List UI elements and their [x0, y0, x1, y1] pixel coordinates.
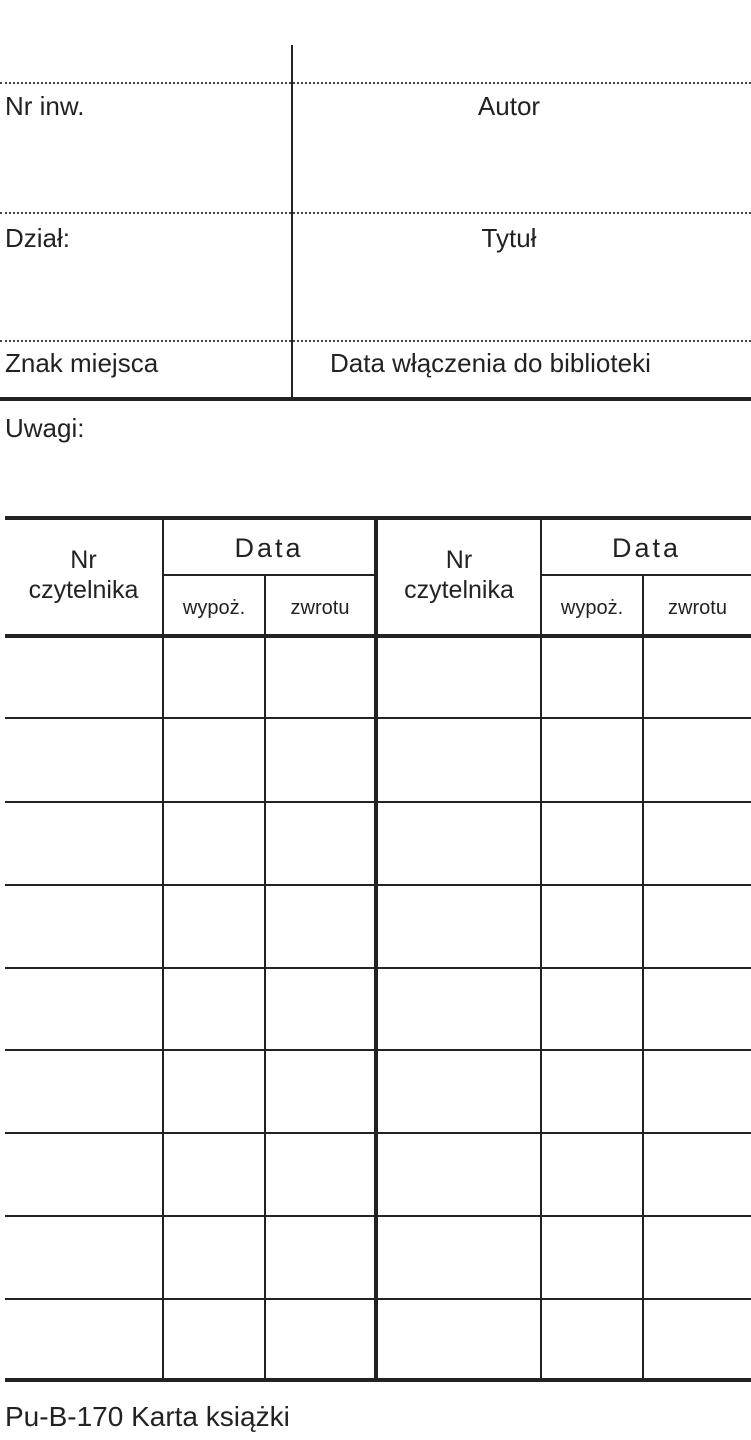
dzial-label: Dział:: [5, 223, 71, 253]
left-date-header: Data: [234, 533, 304, 563]
form-footer-label: Pu-B-170 Karta książki: [5, 1401, 290, 1432]
dotted-line-1: [0, 82, 751, 84]
znak-miejsca-label: Znak miejsca: [5, 348, 159, 378]
left-date-header-rule: [162, 574, 374, 576]
table-header-bottom-rule: [5, 634, 751, 638]
right-date-header-rule: [540, 574, 751, 576]
autor-label: Autor: [477, 91, 541, 121]
dotted-line-2: [0, 212, 751, 214]
row-separator: [5, 884, 751, 886]
data-wlaczenia-label: Data włączenia do biblioteki: [330, 348, 651, 378]
left-reader-header-line1: Nr: [70, 546, 97, 574]
row-separator: [5, 1049, 751, 1051]
row-separator: [5, 1298, 751, 1300]
nr-inw-label: Nr inw.: [5, 91, 85, 121]
right-date-sub-divider: [642, 575, 644, 1380]
table-center-divider: [374, 516, 378, 1382]
dotted-line-3: [0, 340, 751, 342]
row-separator: [5, 717, 751, 719]
uwagi-label: Uwagi:: [5, 413, 85, 443]
left-reader-header-line2: czytelnika: [28, 576, 139, 604]
left-reader-col-divider: [162, 518, 164, 1380]
right-reader-header-line2: czytelnika: [404, 576, 514, 604]
left-date-sub-borrow: wypoż.: [182, 597, 246, 619]
left-reader-header: [5, 545, 162, 605]
right-date-sub-return: zwrotu: [668, 597, 727, 619]
right-reader-header-line1: Nr: [445, 546, 473, 574]
row-separator: [5, 967, 751, 969]
left-date-sub-divider: [264, 575, 266, 1380]
right-date-sub-borrow: wypoż.: [560, 597, 624, 619]
row-separator: [5, 801, 751, 803]
right-date-header: Data: [611, 533, 682, 563]
tytul-label: Tytuł: [481, 223, 537, 253]
row-separator: [5, 1132, 751, 1134]
table-top-rule: [5, 516, 751, 520]
left-date-sub-return: zwrotu: [290, 597, 350, 619]
table-bottom-rule: [5, 1378, 751, 1382]
right-reader-header: [378, 545, 540, 605]
right-reader-col-divider: [540, 518, 542, 1380]
top-section-bottom-rule: [0, 397, 751, 401]
row-separator: [5, 1215, 751, 1217]
